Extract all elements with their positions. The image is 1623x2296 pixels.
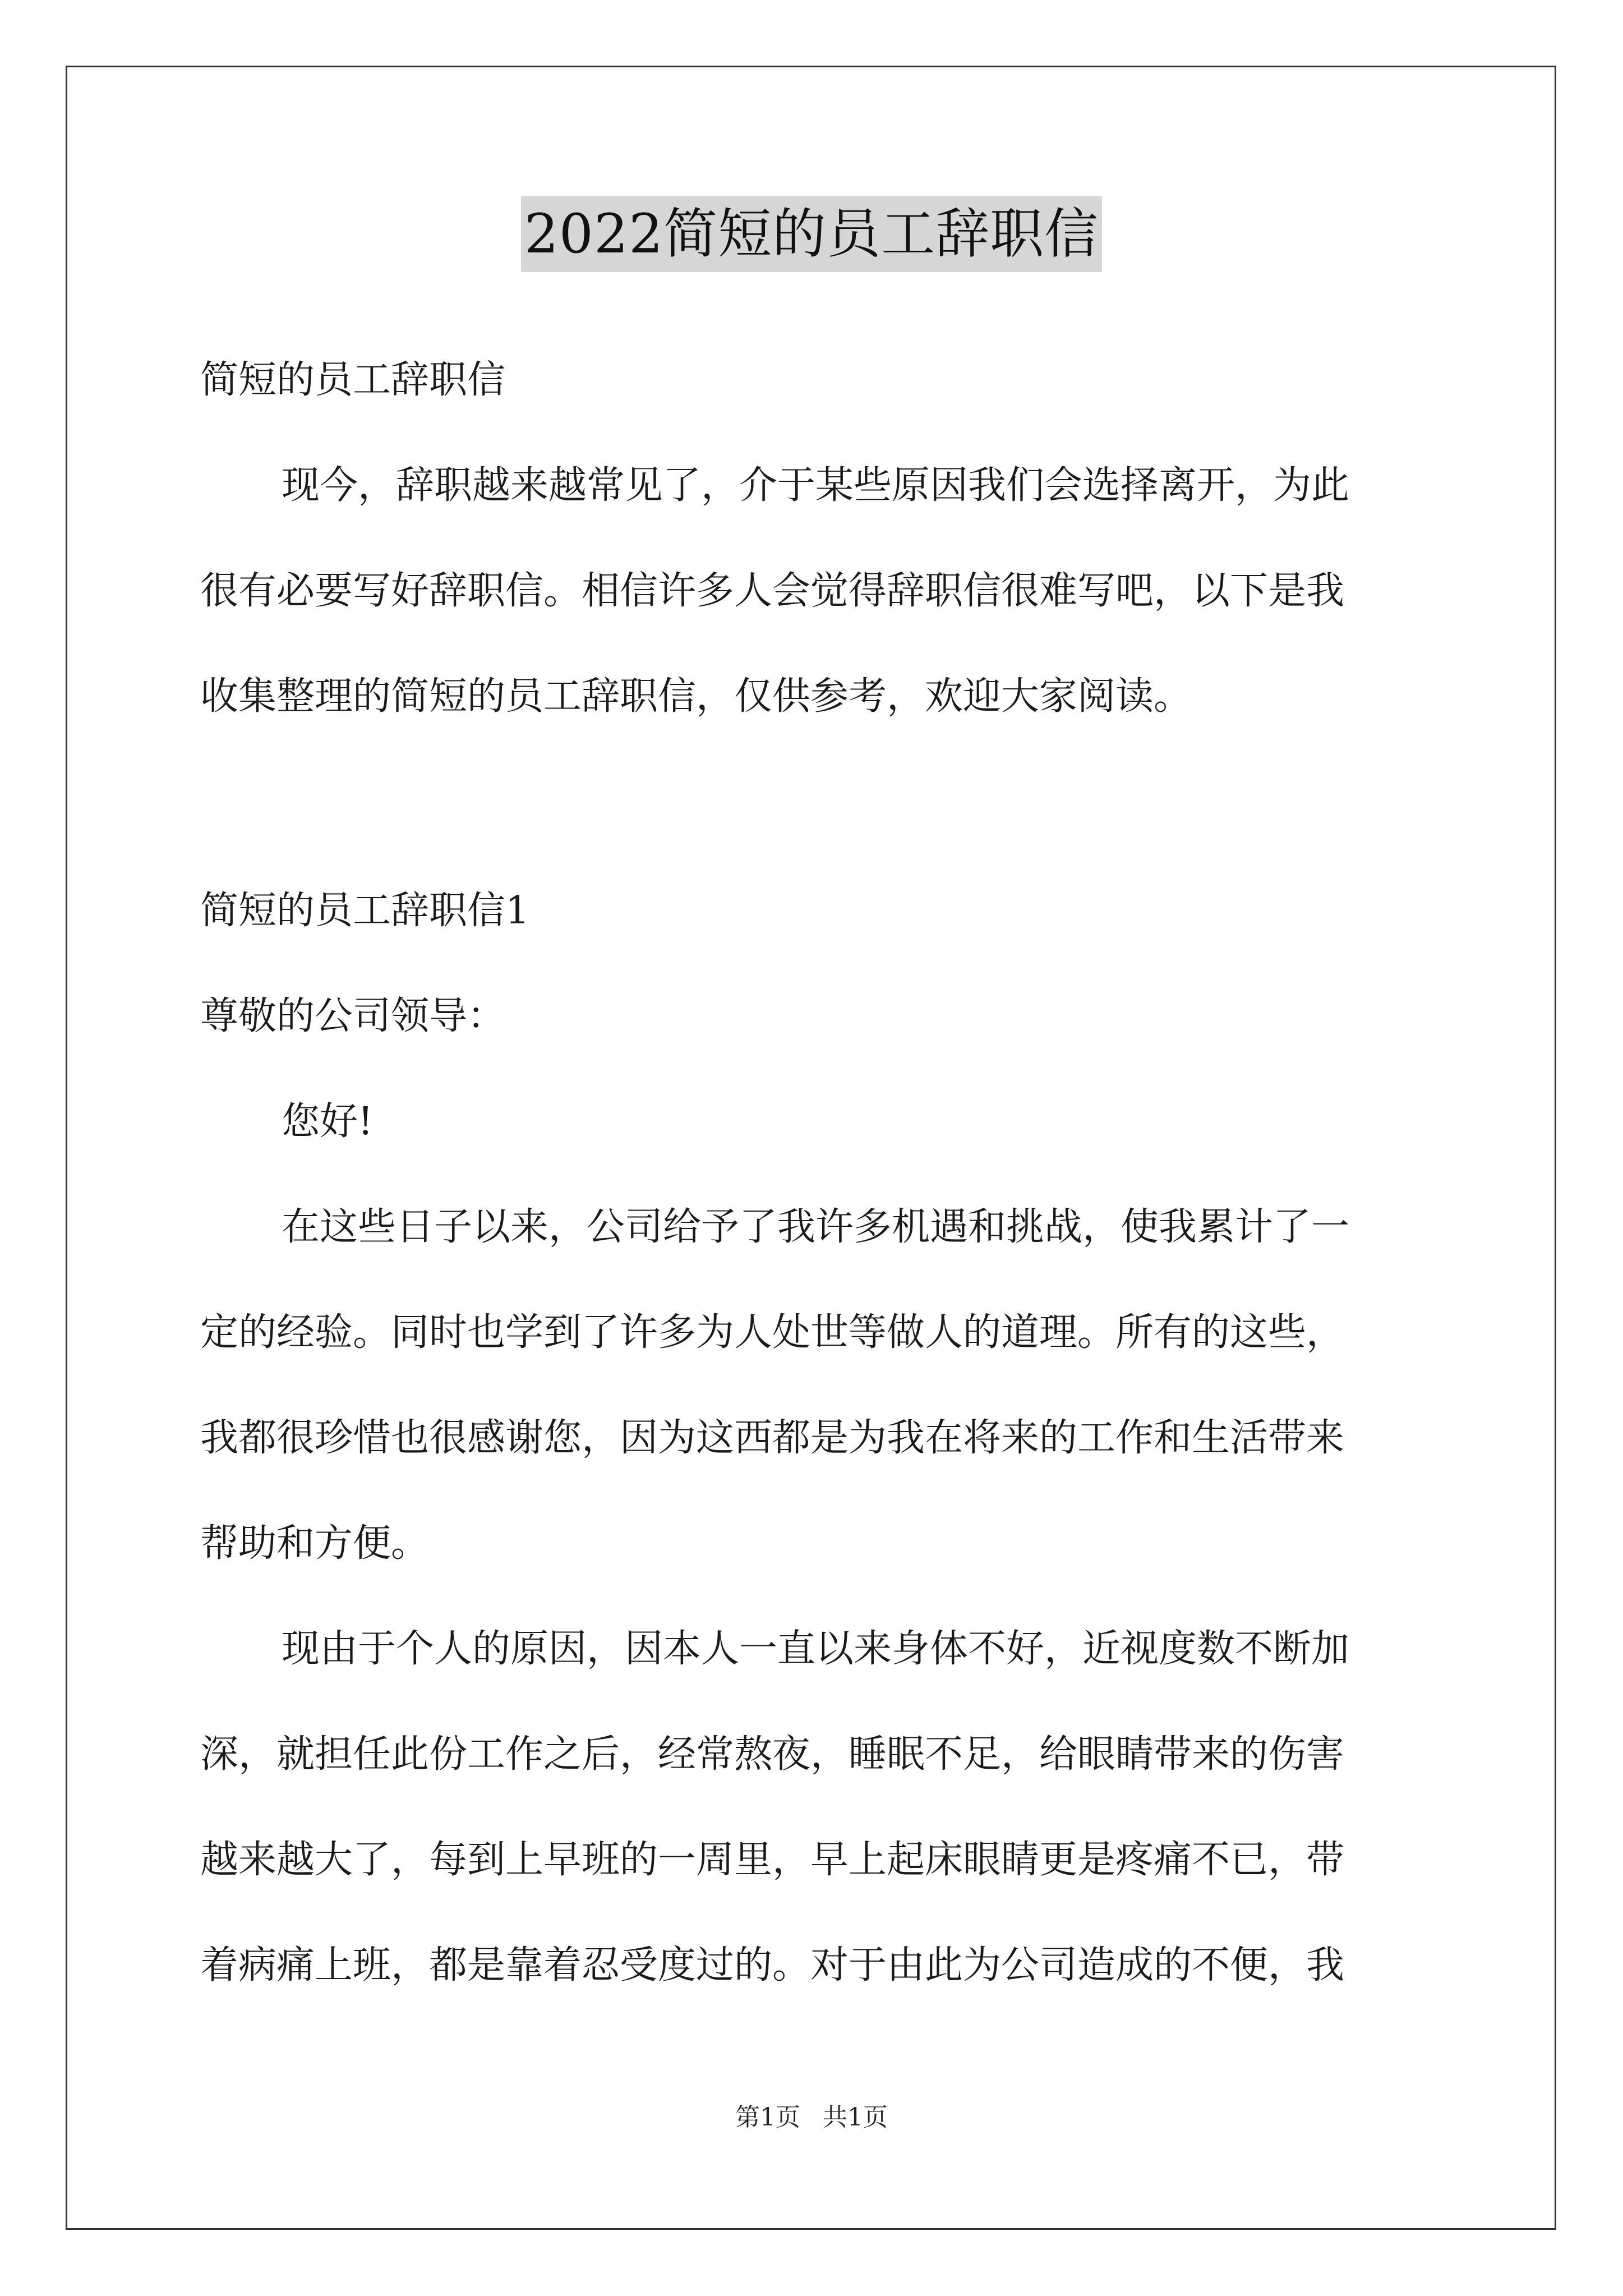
paragraph2-line-3: 越来越大了，每到上早班的一周里，早上起床眼睛更是疼痛不已，带 xyxy=(200,1838,1345,1882)
intro-line-3: 收集整理的简短的员工辞职信，仅供参考，欢迎大家阅读。 xyxy=(200,674,1192,719)
page-number: 第1页 xyxy=(735,2103,800,2132)
section-heading: 简短的员工辞职信1 xyxy=(200,889,530,933)
paragraph2-line-1: 现由于个人的原因，因本人一直以来身体不好，近视度数不断加 xyxy=(282,1627,1350,1671)
document-title: 2022简短的员工辞职信 xyxy=(521,196,1102,272)
paragraph2-line-2: 深，就担任此份工作之后，经常熬夜，睡眠不足，给眼睛带来的伤害 xyxy=(200,1732,1345,1777)
paragraph1-line-3: 我都很珍惜也很感谢您，因为这西都是为我在将来的工作和生活带来 xyxy=(200,1416,1345,1460)
paragraph1-line-4: 帮助和方便。 xyxy=(200,1521,430,1566)
intro-line-2: 很有必要写好辞职信。相信许多人会觉得辞职信很难写吧，以下是我 xyxy=(200,569,1345,613)
page-total: 共1页 xyxy=(823,2103,888,2132)
paragraph1-line-2: 定的经验。同时也学到了许多为人处世等做人的道理。所有的这些， xyxy=(200,1310,1345,1355)
document-subtitle: 简短的员工辞职信 xyxy=(200,358,506,402)
title-container xyxy=(0,196,1623,272)
intro-line-1: 现今，辞职越来越常见了，介于某些原因我们会选择离开，为此 xyxy=(282,463,1350,508)
salutation: 尊敬的公司领导： xyxy=(200,994,506,1038)
paragraph1-line-1: 在这些日子以来，公司给予了我许多机遇和挑战，使我累计了一 xyxy=(282,1205,1350,1249)
page-footer xyxy=(0,2101,1623,2134)
greeting: 您好! xyxy=(282,1099,374,1144)
paragraph2-line-4: 着病痛上班，都是靠着忍受度过的。对于由此为公司造成的不便，我 xyxy=(200,1943,1345,1987)
